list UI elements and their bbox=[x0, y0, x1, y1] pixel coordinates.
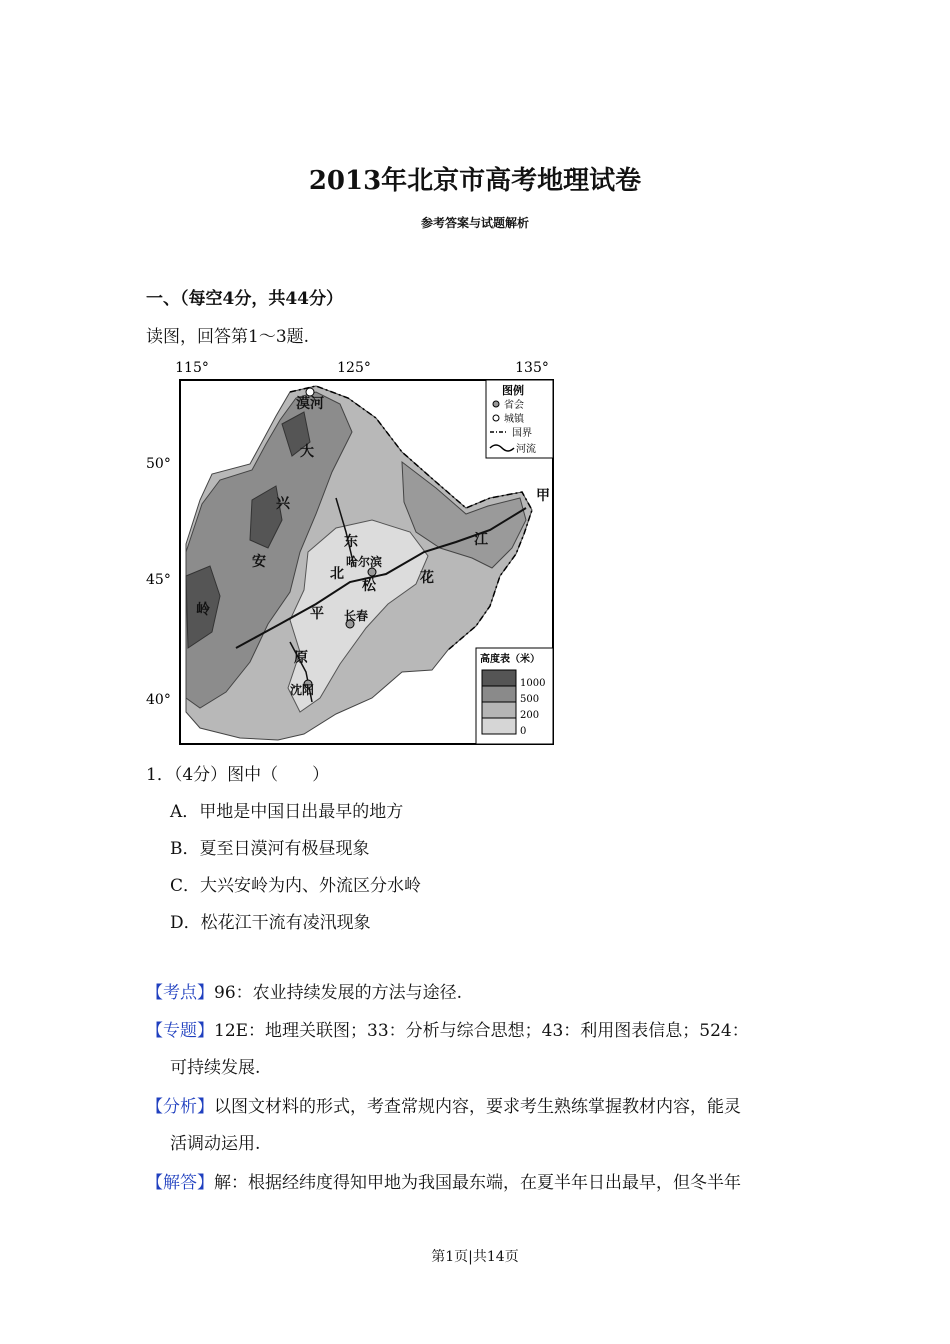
northeast-china-map bbox=[140, 352, 560, 748]
zhuanti-tag: 【专题】 bbox=[146, 1021, 214, 1041]
analysis-jieda bbox=[146, 1165, 816, 1202]
lat-label: 45° bbox=[146, 572, 171, 588]
map-legend bbox=[486, 380, 553, 458]
option-d: D．松花江干流有凌汛现象 bbox=[170, 913, 371, 933]
analysis-kaodian bbox=[146, 975, 816, 1012]
option-a: A．甲地是中国日出最早的地方 bbox=[170, 802, 404, 822]
place-label: 北 bbox=[330, 566, 344, 582]
analysis-zhuanti bbox=[146, 1013, 816, 1087]
place-label: 平 bbox=[310, 606, 324, 622]
section-heading: 一、（每空4分，共44分） bbox=[146, 289, 343, 309]
lon-label: 115° bbox=[175, 360, 209, 376]
jieda-tag: 【解答】 bbox=[146, 1173, 214, 1193]
legend-item: 国界 bbox=[512, 428, 532, 439]
place-label: 漠河 bbox=[296, 396, 324, 412]
lon-label: 125° bbox=[337, 360, 371, 376]
fenxi-tag: 【分析】 bbox=[146, 1097, 214, 1117]
harbin-marker bbox=[368, 568, 376, 576]
option-b: B．夏至日漠河有极昼现象 bbox=[170, 839, 370, 859]
place-label: 江 bbox=[474, 532, 488, 548]
fenxi-text-cont: 活调动运用. bbox=[170, 1134, 261, 1154]
jieda-text: 解：根据经纬度得知甲地为我国最东端，在夏半年日出最早，但冬半年 bbox=[214, 1173, 741, 1193]
elevation-level: 0 bbox=[520, 726, 527, 737]
elevation-level: 500 bbox=[520, 694, 540, 705]
question-stem: 1．（4分）图中（ ） bbox=[146, 765, 330, 785]
place-label: 大 bbox=[300, 444, 314, 460]
option-c: C．大兴安岭为内、外流区分水岭 bbox=[170, 876, 422, 896]
zhuanti-text: 12E：地理关联图；33：分析与综合思想；43：利用图表信息；524： bbox=[214, 1021, 749, 1041]
place-label: 花 bbox=[420, 570, 434, 586]
place-label: 哈尔滨 bbox=[346, 555, 383, 569]
legend-item: 河流 bbox=[516, 444, 536, 455]
mohe-marker bbox=[306, 388, 314, 396]
elevation-level: 200 bbox=[520, 710, 540, 721]
legend-item: 城镇 bbox=[504, 414, 524, 425]
legend-item: 省会 bbox=[504, 400, 524, 411]
place-label: 甲 bbox=[536, 488, 550, 504]
elevation-swatch bbox=[482, 686, 516, 702]
place-label: 长春 bbox=[344, 609, 369, 623]
elevation-swatch bbox=[482, 670, 516, 686]
place-label: 岭 bbox=[196, 602, 210, 618]
fenxi-text: 以图文材料的形式，考查常规内容，要求考生熟练掌握教材内容，能灵 bbox=[214, 1097, 741, 1117]
place-label: 松 bbox=[362, 578, 376, 594]
lon-label: 135° bbox=[515, 360, 549, 376]
elevation-legend bbox=[476, 648, 553, 744]
place-label: 东 bbox=[344, 534, 358, 550]
place-label: 兴 bbox=[276, 496, 290, 512]
elevation-title: 高度表（米） bbox=[480, 654, 540, 665]
kaodian-tag: 【考点】 bbox=[146, 983, 214, 1003]
zhuanti-text-cont: 可持续发展. bbox=[170, 1058, 261, 1078]
elevation-swatch bbox=[482, 718, 516, 734]
legend-title: 图例 bbox=[502, 384, 524, 397]
elevation-swatch bbox=[482, 702, 516, 718]
place-label: 沈阳 bbox=[290, 683, 315, 697]
place-label: 原 bbox=[294, 650, 308, 666]
page-subtitle: 参考答案与试题解析 bbox=[420, 216, 529, 230]
kaodian-text: 96：农业持续发展的方法与途径. bbox=[214, 983, 463, 1003]
page-title: 2013年北京市高考地理试卷 bbox=[308, 166, 642, 196]
question-intro: 读图，回答第1～3题. bbox=[146, 327, 310, 347]
lat-label: 40° bbox=[146, 692, 171, 708]
lat-label: 50° bbox=[146, 456, 171, 472]
analysis-fenxi bbox=[146, 1089, 816, 1163]
elevation-level: 1000 bbox=[520, 678, 546, 689]
page-footer: 第1页|共14页 bbox=[431, 1249, 519, 1265]
place-label: 安 bbox=[252, 554, 266, 570]
